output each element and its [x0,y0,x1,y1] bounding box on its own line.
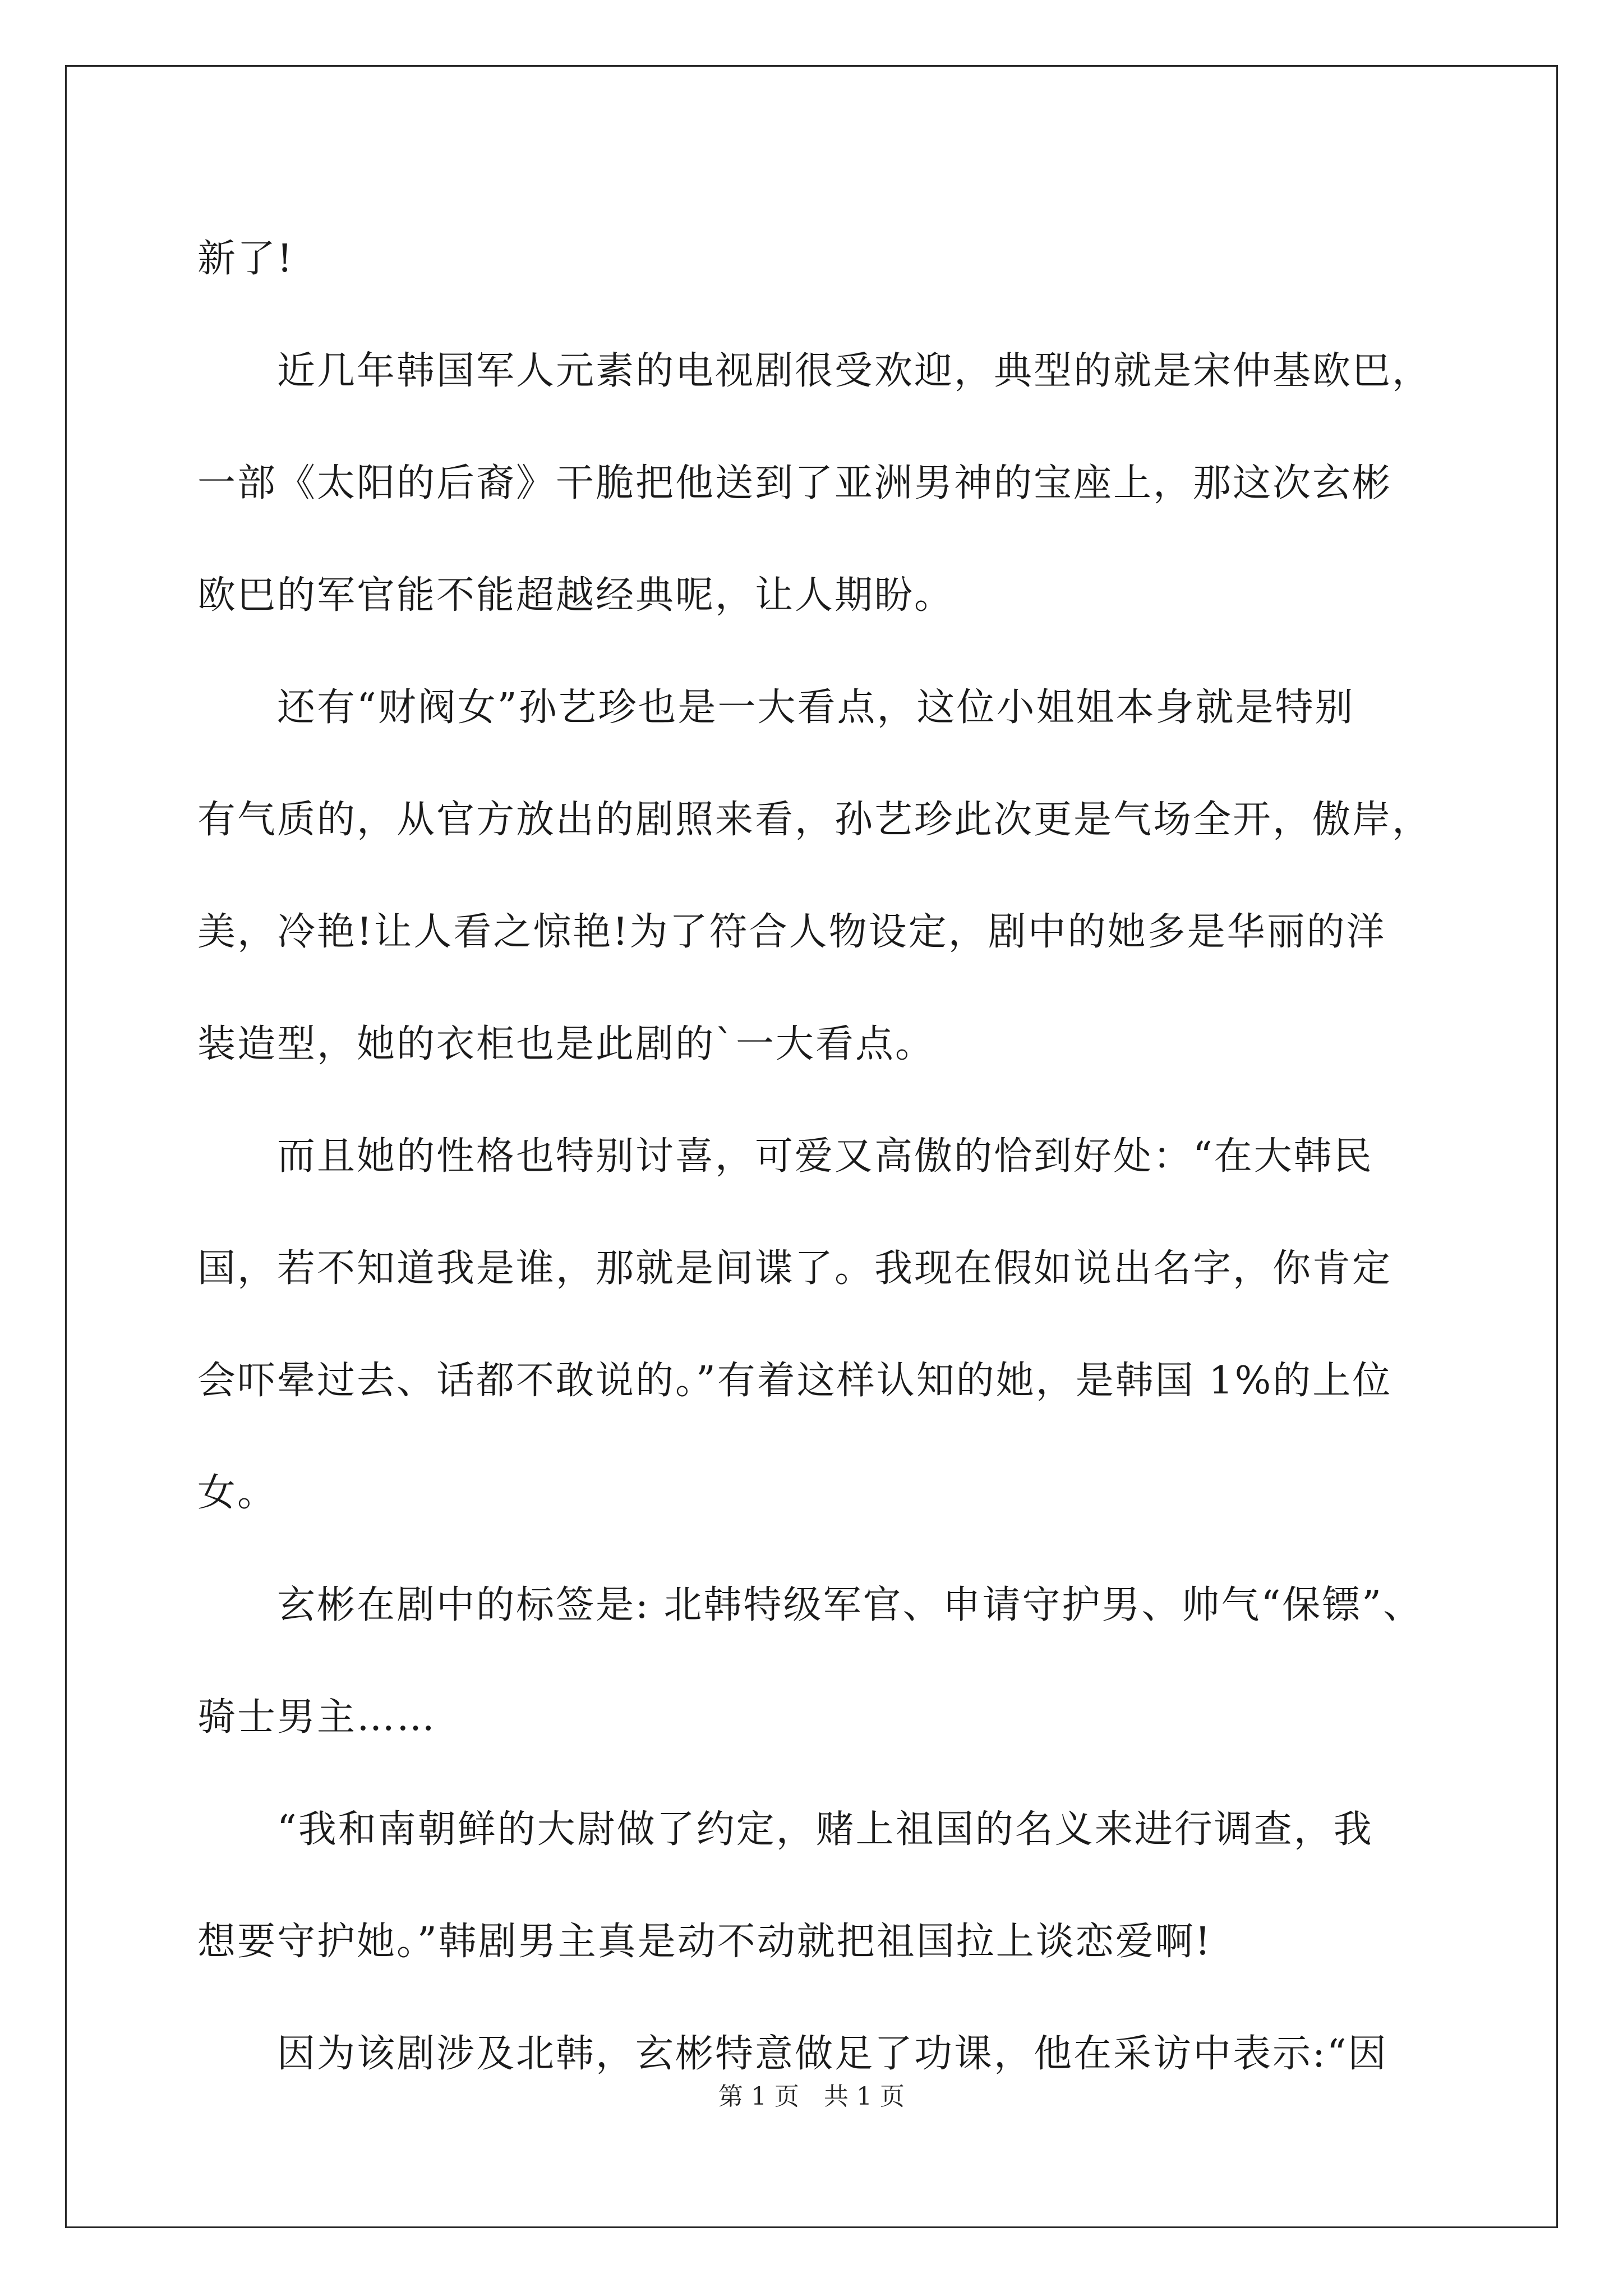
text-line: 玄彬在剧中的标签是: 北韩特级军官、申请守护男、帅气“保镖”、 [197,1583,1423,1627]
text-line: 而且她的性格也特别讨喜，可爱又高傲的恰到好处：“在大韩民 [197,1134,1373,1179]
text-line: 美，冷艳!让人看之惊艳!为了符合人物设定，剧中的她多是华丽的洋 [197,910,1386,954]
text-line: 新了! [197,237,294,281]
text-line: 还有“财阀女”孙艺珍也是一大看点，这位小姐姐本身就是特别 [197,685,1355,730]
text-line: 有气质的，从官方放出的剧照来看，孙艺珍此次更是气场全开，傲岸， [197,798,1432,842]
page-footer [0,2080,1623,2114]
text-line: “我和南朝鲜的大尉做了约定，赌上祖国的名义来进行调查，我 [197,1807,1373,1852]
text-line: 一部《太阳的后裔》干脆把他送到了亚洲男神的宝座上，那这次玄彬 [197,461,1393,505]
text-line: 欧巴的军官能不能超越经典呢，让人期盼。 [197,573,955,618]
text-line: 近几年韩国军人元素的电视剧很受欢迎，典型的就是宋仲基欧巴， [197,349,1432,393]
text-line: 因为该剧涉及北韩，玄彬特意做足了功课，他在采访中表示:“因 [197,2032,1388,2076]
document-body [197,203,1448,2110]
text-line: 会吓晕过去、话都不敢说的。”有着这样认知的她，是韩国 1%的上位 [197,1359,1393,1403]
text-line: 国，若不知道我是谁，那就是间谍了。我现在假如说出名字，你肯定 [197,1246,1393,1291]
page-number: 第 1 页 共 1 页 [718,2082,905,2111]
text-line: 装造型，她的衣柜也是此剧的`一大看点。 [197,1022,935,1066]
text-line: 骑士男主…… [197,1695,437,1740]
text-line: 女。 [197,1471,278,1515]
text-line: 想要守护她。”韩剧男主真是动不动就把祖国拉上谈恋爱啊! [197,1920,1212,1964]
